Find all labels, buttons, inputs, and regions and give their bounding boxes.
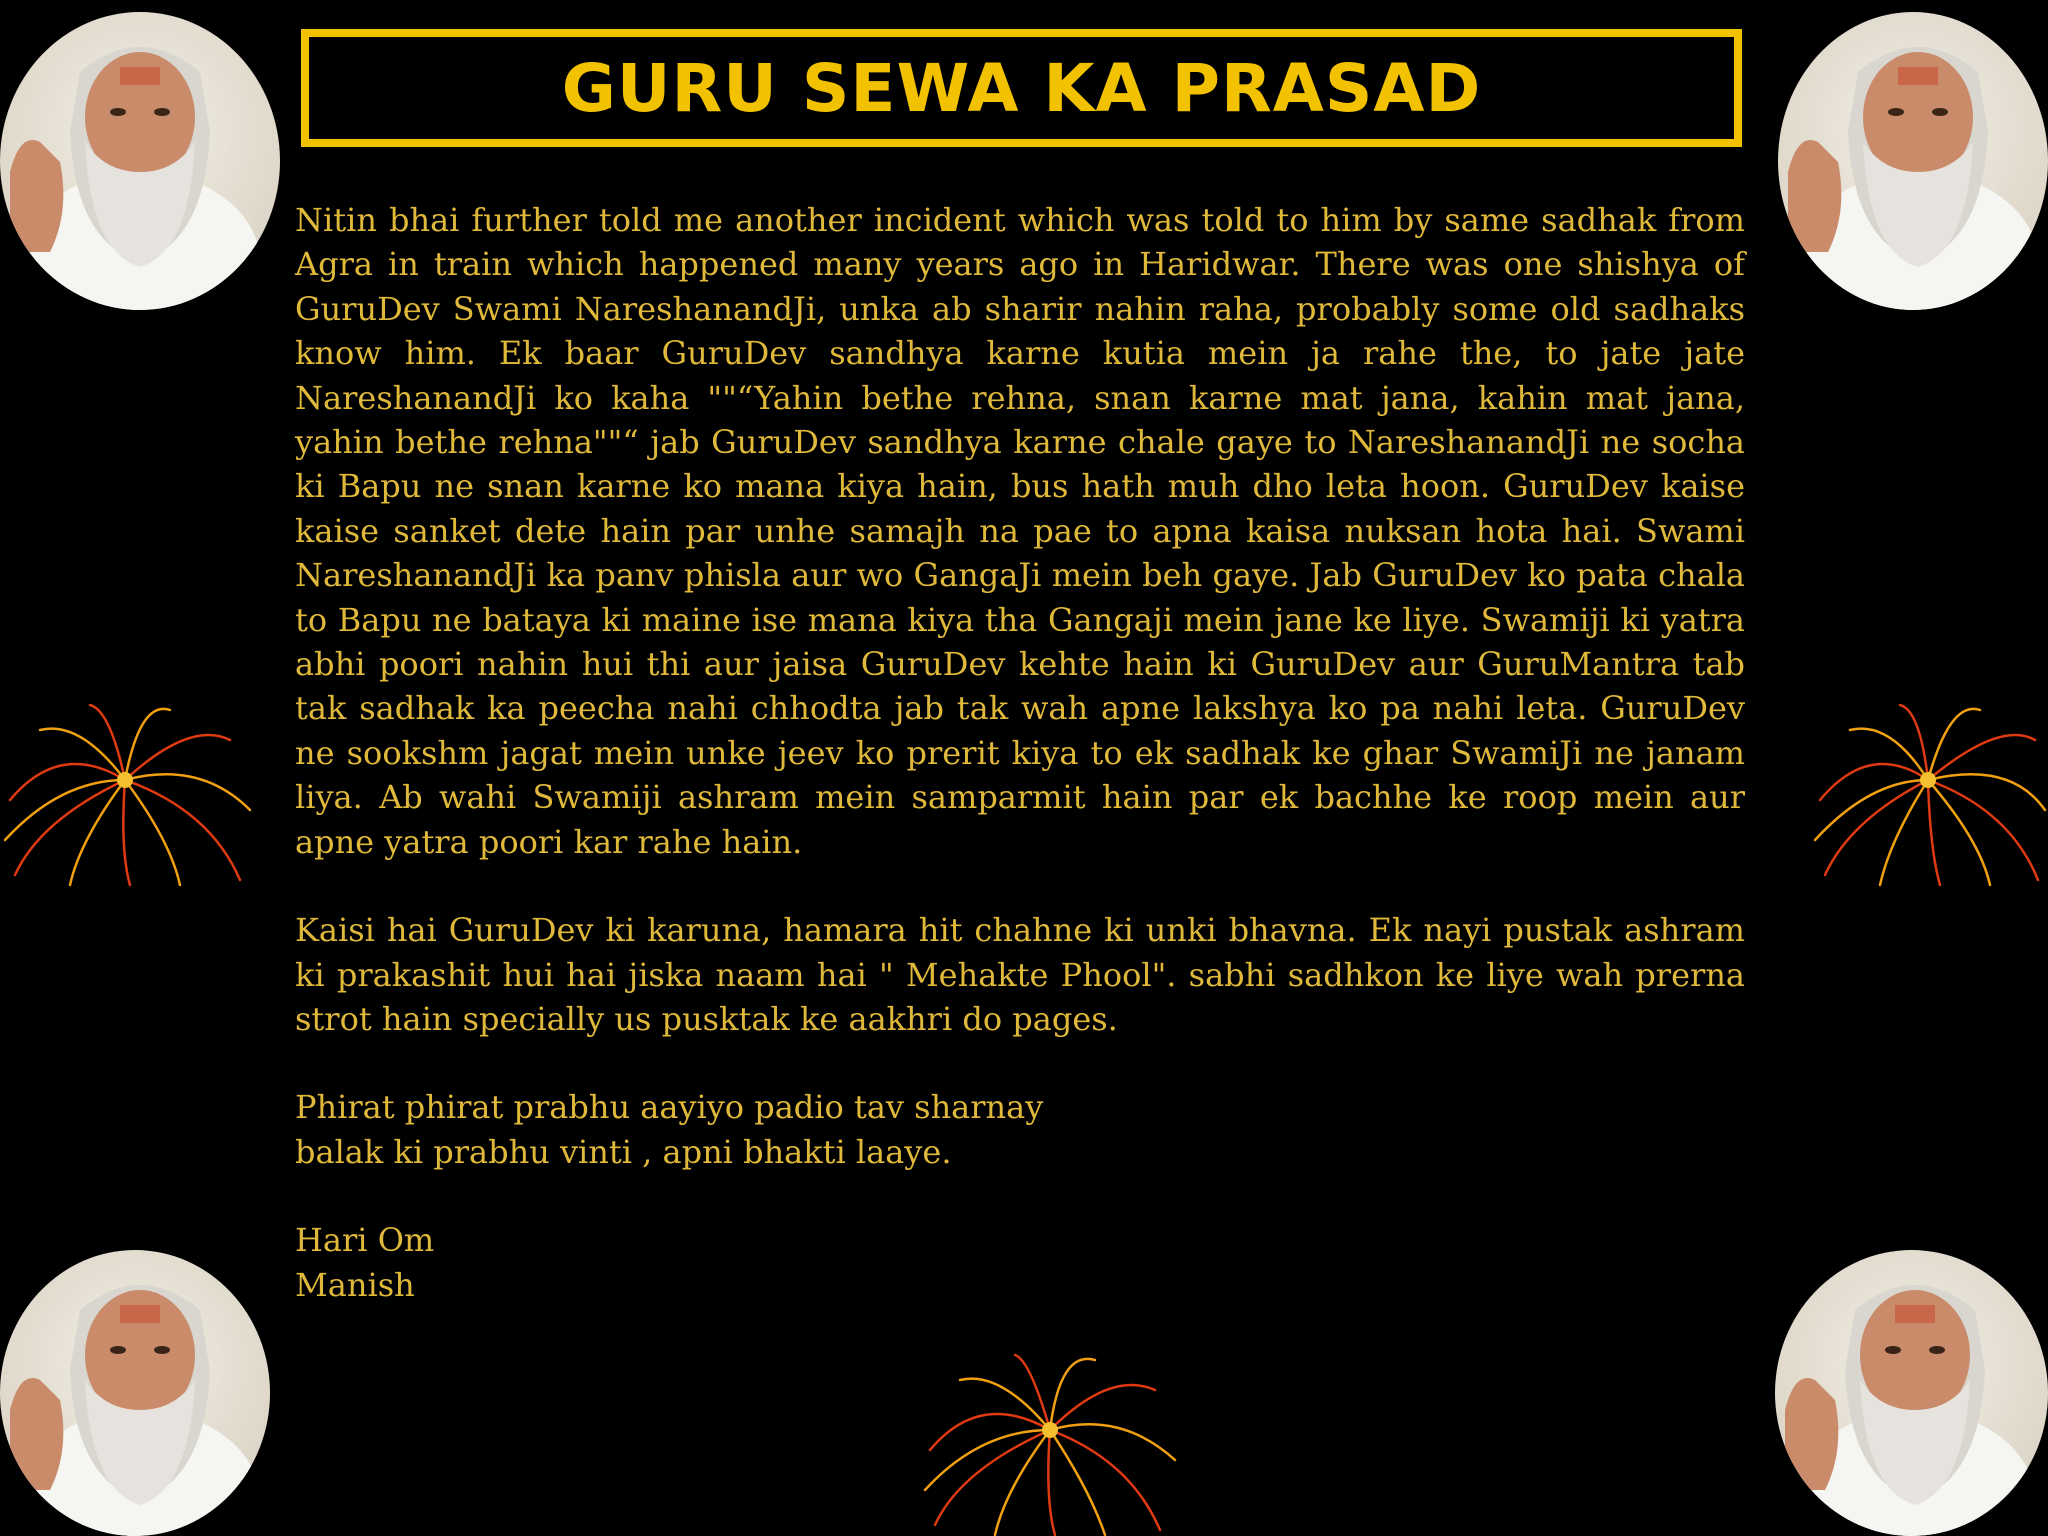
title-banner — [301, 29, 1742, 147]
verse-line-2: balak ki prabhu vinti , apni bhakti laaye. — [295, 1132, 952, 1171]
article-body — [295, 198, 1745, 1307]
firework-right — [1810, 700, 2048, 890]
firework-icon — [1810, 700, 2048, 890]
portrait-top-left — [0, 12, 280, 310]
firework-icon — [0, 700, 260, 890]
reflection-paragraph: Kaisi hai GuruDev ki karuna, hamara hit chahne ki unki bhavna. Ek nayi pustak ashram ki prakashit hui hai jiska naam hai " Mehakte Phool". sabhi sadhkon ke liye wah prerna strot hain specially us pusktak ke aakhri do pages. — [295, 911, 1745, 1038]
firework-icon — [920, 1350, 1180, 1536]
guru-portrait-image — [1775, 1250, 2048, 1536]
signoff-greeting: Hari Om — [295, 1221, 435, 1260]
signoff-name: Manish — [295, 1265, 415, 1304]
story-paragraph: Nitin bhai further told me another incident which was told to him by same sadhak from Agra in train which happened many years ago in Haridwar. There was one shishya of GuruDev Swami NareshanandJi, unka ab sharir nahin raha, probably some old sadhaks know him. Ek baar GuruDev sandhya karne kutia mein ja rahe the, to jate jate NareshanandJi ko kaha ""“Yahin bethe rehna, snan karne mat jana, kahin mat jana, yahin bethe rehna""“ jab GuruDev sandhya karne chale gaye to NareshanandJi ne socha ki Bapu ne snan karne ko mana kiya hain, bus hath muh dho leta hoon. GuruDev kaise kaise sanket dete hain par unhe samajh na pae to apna kaisa nuksan hota hai. Swami NareshanandJi ka panv phisla aur wo GangaJi mein beh gaye. Jab GuruDev ko pata chala to Bapu ne bataya ki maine ise mana kiya tha Gangaji mein jane ke liye. Swamiji ki yatra abhi poori nahin hui thi aur jaisa GuruDev kehte hain ki GuruDev aur GuruMantra tab tak sadhak ka peecha nahi chhodta jab tak wah apne lakshya ko pa nahi leta. GuruDev ne sookshm jagat mein unke jeev ko prerit kiya to ek sadhak ke ghar SwamiJi ne janam liya. Ab wahi Swamiji ashram mein samparmit hain par ek bachhe ke roop mein aur apne yatra poori kar rahe hain. — [295, 201, 1745, 861]
portrait-top-right — [1778, 12, 2048, 310]
page-title: GURU SEWA KA PRASAD — [561, 49, 1482, 127]
firework-left — [0, 700, 260, 890]
guru-portrait-image — [0, 1250, 270, 1536]
guru-portrait-image — [1778, 12, 2048, 310]
portrait-bottom-left — [0, 1250, 270, 1536]
guru-portrait-image — [0, 12, 280, 310]
firework-bottom-center — [920, 1350, 1180, 1536]
verse-line-1: Phirat phirat prabhu aayiyo padio tav sharnay — [295, 1088, 1044, 1127]
portrait-bottom-right — [1775, 1250, 2048, 1536]
